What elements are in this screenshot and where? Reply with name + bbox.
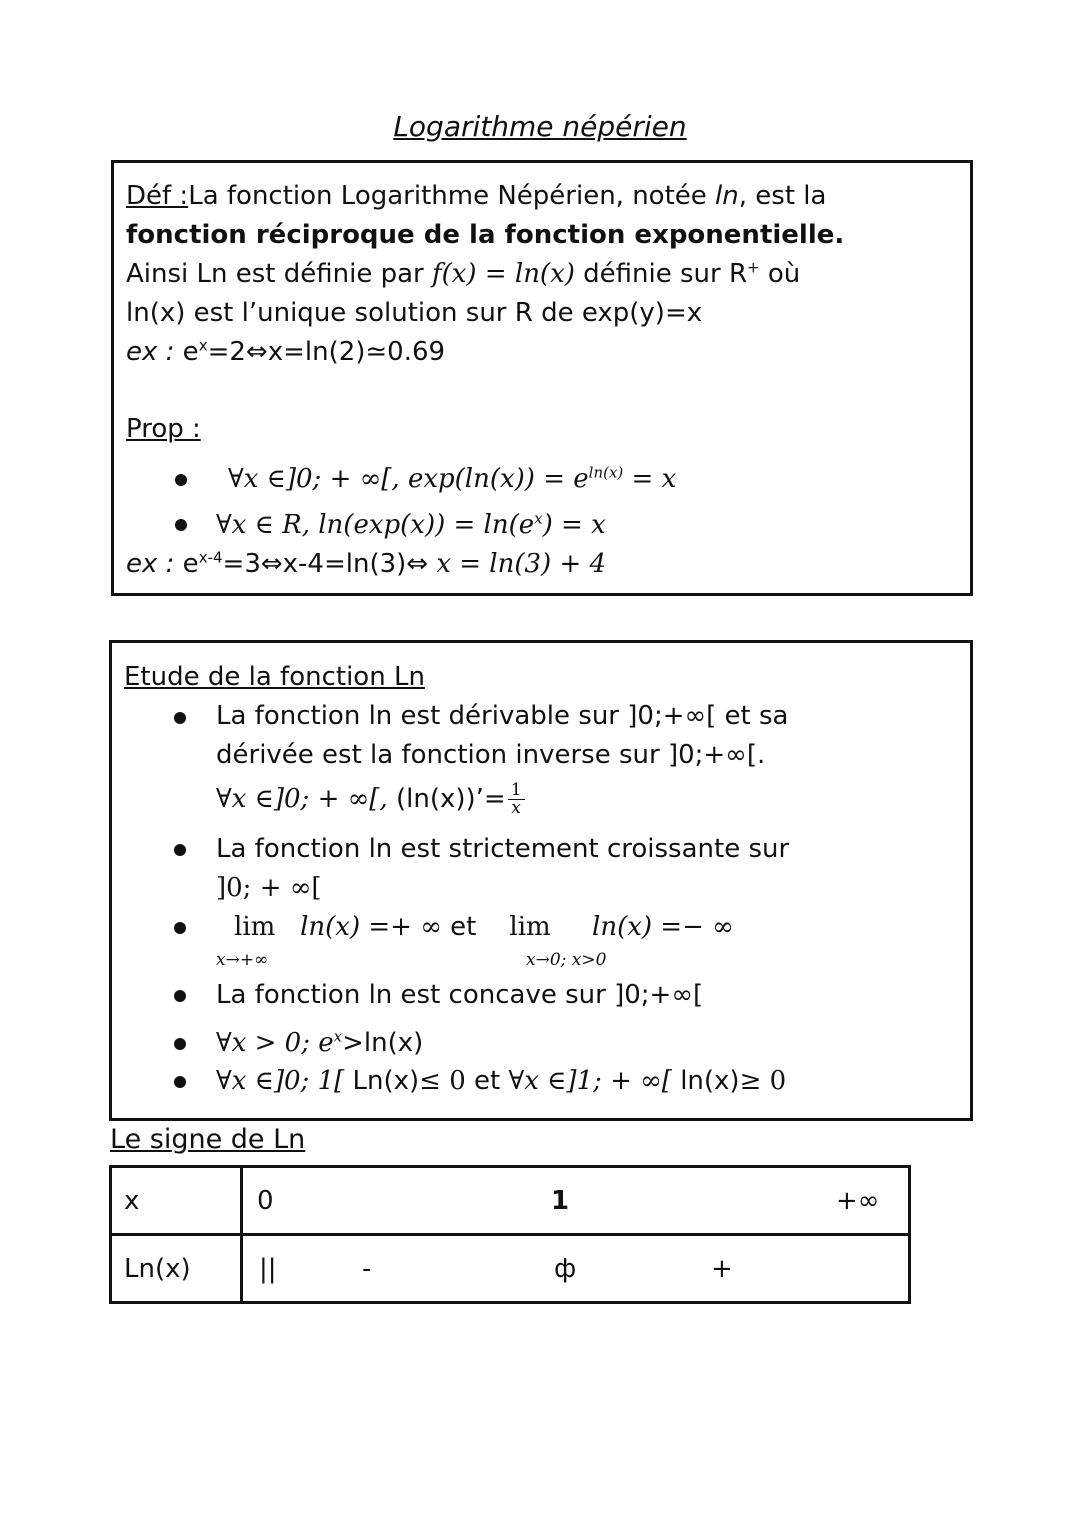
bullet-icon	[174, 922, 186, 934]
study-bullet-3: lim ln(x) =+ ∞ et lim ln(x) =− ∞	[234, 912, 734, 942]
table-cell: x	[111, 1167, 242, 1235]
definition-line-4: ln(x) est l’unique solution sur R de exp(y)=x	[126, 298, 703, 328]
table-cell: || - ф +	[242, 1235, 910, 1303]
study-bullet-4: La fonction ln est concave sur ]0;+∞[	[216, 980, 704, 1010]
study-bullet-1-line-2: dérivée est la fonction inverse sur ]0;+∞[.	[216, 740, 766, 770]
study-bullet-1-line-3: ∀x ∈]0; + ∞[, (ln(x))’= $\frac{1}{x}$	[216, 782, 525, 817]
study-bullet-6: ∀x ∈]0; 1[ Ln(x)≤ 0 et ∀x ∈]1; + ∞[ ln(x)≥ 0	[216, 1066, 787, 1096]
table-row	[111, 1167, 910, 1235]
sign-table	[109, 1165, 911, 1304]
bullet-icon	[175, 519, 187, 531]
definition-line-1: Déf :La fonction Logarithme Népérien, notée ln, est la	[126, 181, 827, 211]
definition-line-3: Ainsi Ln est définie par f(x) = ln(x) définie sur R+ où	[126, 258, 801, 289]
property-2: ∀x ∈ R, $\ln(\exp(x)) = \ln(e^x) = x$	[216, 509, 606, 540]
bullet-icon	[174, 1038, 186, 1050]
bullet-icon	[174, 1076, 186, 1088]
bullet-icon	[174, 844, 186, 856]
table-row	[111, 1235, 910, 1303]
page-title: Logarithme népérien	[393, 110, 687, 143]
property-1: ∀x ∈]0; + ∞[, $\exp(\ln(x)) = e^{ln(x)} = x$	[228, 463, 677, 494]
definition-example: ex : $e^x=2\Leftrightarrow x=\ln(2)≃0.69$	[126, 336, 446, 367]
definition-line-2: fonction réciproque de la fonction exponentielle.	[126, 220, 845, 250]
study-bullet-2-line-2: ]0; + ∞[	[216, 873, 322, 903]
fraction: $\frac{1}{x}$	[508, 782, 525, 817]
table-cell: Ln(x)	[111, 1235, 242, 1303]
definition-label: Déf :	[126, 181, 189, 211]
bullet-icon	[175, 474, 187, 486]
study-bullet-2-line-1: La fonction ln est strictement croissante sur	[216, 834, 790, 864]
properties-label: Prop :	[126, 414, 201, 444]
bullet-icon	[174, 990, 186, 1002]
study-bullet-5: ∀x > 0; $e^x>\ln(x)$	[216, 1027, 424, 1058]
limit-subscript-2: x→0; x>0	[526, 950, 607, 970]
study-heading: Etude de la fonction Ln	[124, 662, 425, 692]
table-cell: 0 1 +∞	[242, 1167, 910, 1235]
sign-heading: Le signe de Ln	[110, 1124, 306, 1155]
limit-subscript-1: x→+∞	[216, 950, 269, 970]
bullet-icon	[174, 712, 186, 724]
study-bullet-1-line-1: La fonction ln est dérivable sur ]0;+∞[ et sa	[216, 701, 789, 731]
properties-example: ex : $e^{x-4}=3\Leftrightarrow x-4=\ln(3)\Leftrightarrow$ x = ln(3) + 4	[126, 548, 607, 579]
